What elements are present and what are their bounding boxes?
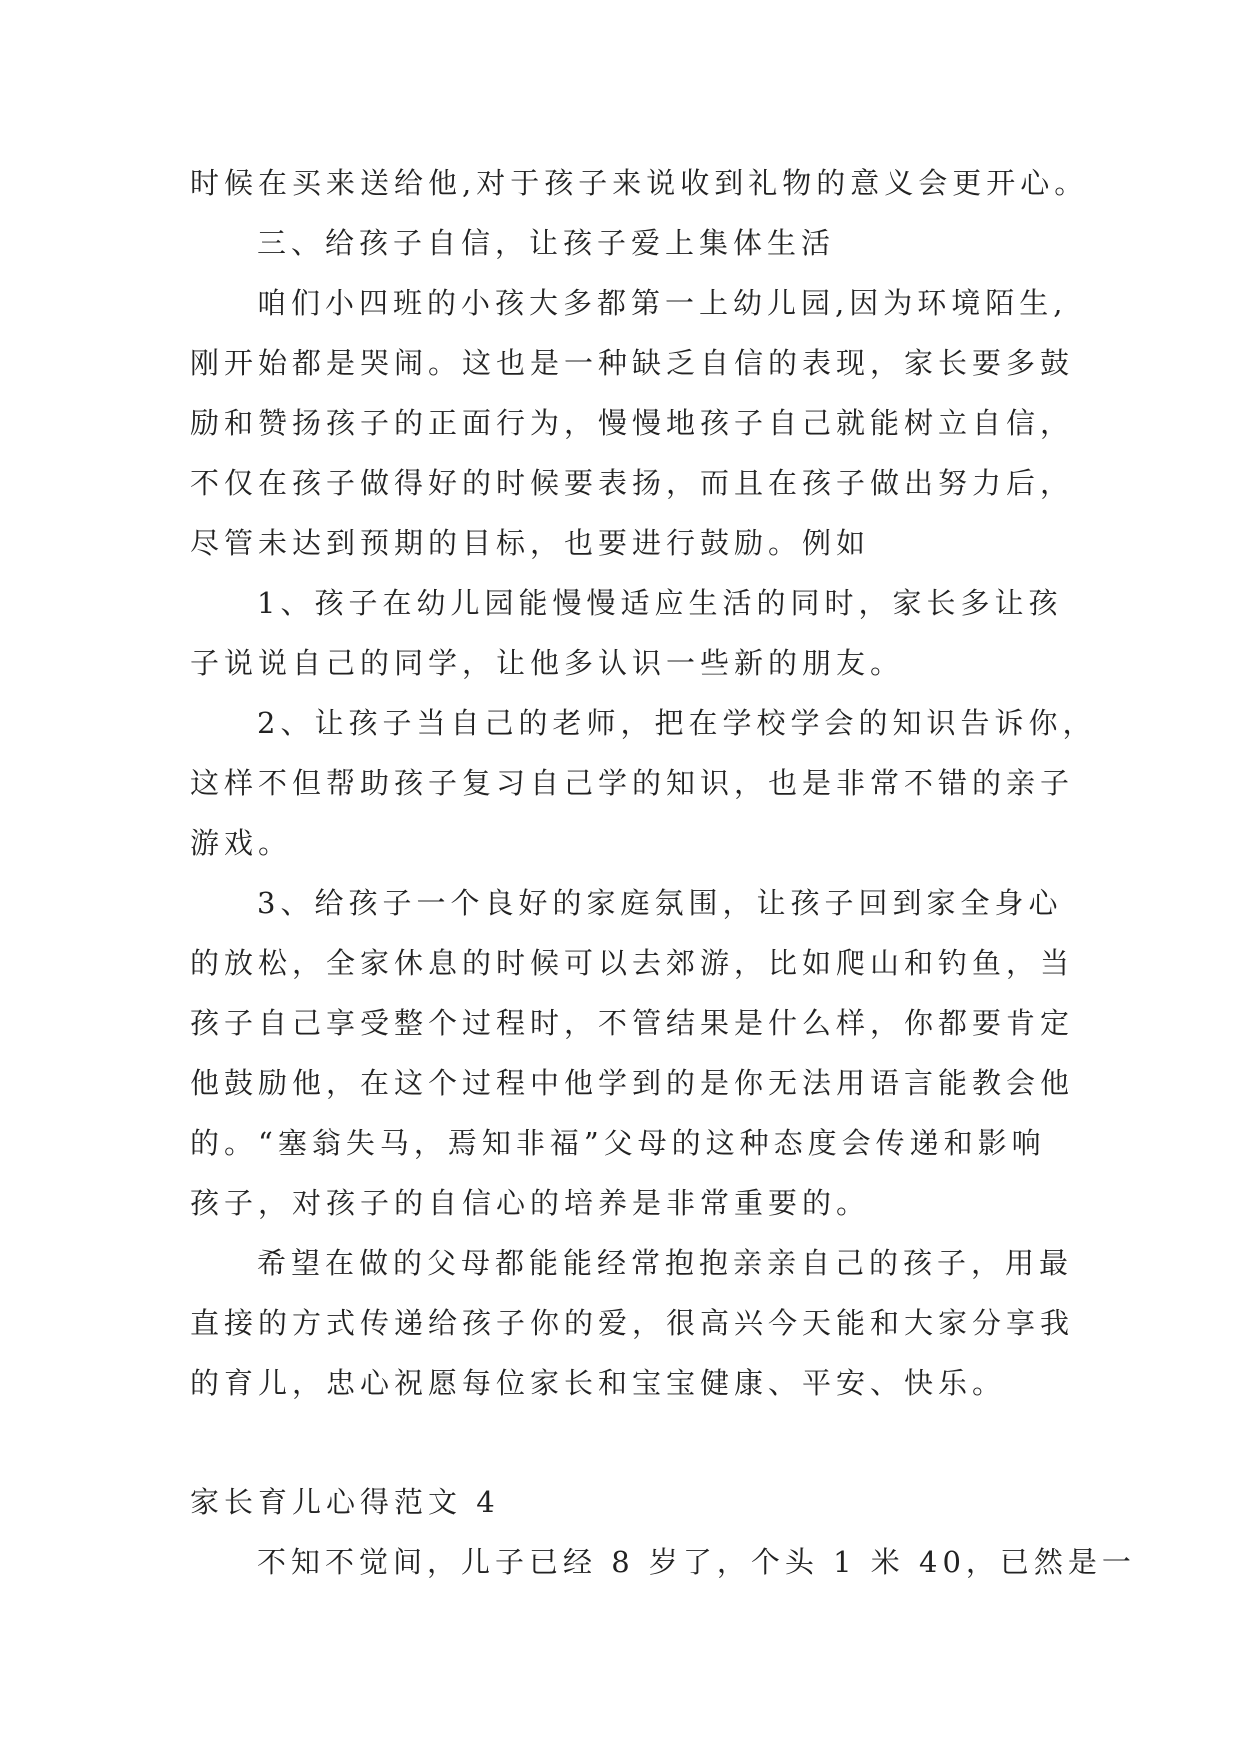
- list-item-line: 的放松，全家休息的时候可以去郊游，比如爬山和钓鱼，当: [190, 946, 1075, 980]
- list-item-line: 3、给孩子一个良好的家庭氛围，让孩子回到家全身心: [257, 886, 1063, 920]
- list-item-line: 他鼓励他，在这个过程中他学到的是你无法用语言能教会他: [190, 1066, 1075, 1100]
- paragraph-line: 刚开始都是哭闹。这也是一种缺乏自信的表现，家长要多鼓: [190, 346, 1075, 380]
- paragraph-line: 励和赞扬孩子的正面行为，慢慢地孩子自己就能树立自信，: [190, 406, 1075, 440]
- list-item-line: 孩子自己享受整个过程时，不管结果是什么样，你都要肯定: [190, 1006, 1075, 1040]
- paragraph-line: 希望在做的父母都能能经常抱抱亲亲自己的孩子，用最: [257, 1246, 1074, 1280]
- paragraph-line: 不仅在孩子做得好的时候要表扬，而且在孩子做出努力后，: [190, 466, 1075, 500]
- list-item-line: 2、让孩子当自己的老师，把在学校学会的知识告诉你，: [257, 706, 1097, 740]
- list-item-line: 1、孩子在幼儿园能慢慢适应生活的同时，家长多让孩: [257, 586, 1063, 620]
- list-item-line: 游戏。: [190, 826, 293, 860]
- list-item-line: 这样不但帮助孩子复习自己学的知识，也是非常不错的亲子: [190, 766, 1075, 800]
- paragraph-line: 咱们小四班的小孩大多都第一上幼儿园,因为环境陌生,: [257, 286, 1068, 320]
- section-heading: 三、给孩子自信，让孩子爱上集体生活: [257, 226, 836, 260]
- article-title: 家长育儿心得范文 4: [190, 1485, 500, 1519]
- paragraph-line: 的育儿，忠心祝愿每位家长和宝宝健康、平安、快乐。: [190, 1366, 1007, 1400]
- list-item-line: 孩子，对孩子的自信心的培养是非常重要的。: [190, 1186, 871, 1220]
- paragraph-line: 尽管未达到预期的目标，也要进行鼓励。例如: [190, 526, 871, 560]
- paragraph-line: 不知不觉间，儿子已经 8 岁了，个头 1 米 40，已然是一: [257, 1545, 1136, 1579]
- paragraph-line: 直接的方式传递给孩子你的爱，很高兴今天能和大家分享我: [190, 1306, 1075, 1340]
- paragraph-line: 时候在买来送给他,对于孩子来说收到礼物的意义会更开心。: [190, 166, 1089, 200]
- list-item-line: 子说说自己的同学，让他多认识一些新的朋友。: [190, 646, 905, 680]
- list-item-line: 的。“塞翁失马，焉知非福”父母的这种态度会传递和影响: [190, 1126, 1046, 1160]
